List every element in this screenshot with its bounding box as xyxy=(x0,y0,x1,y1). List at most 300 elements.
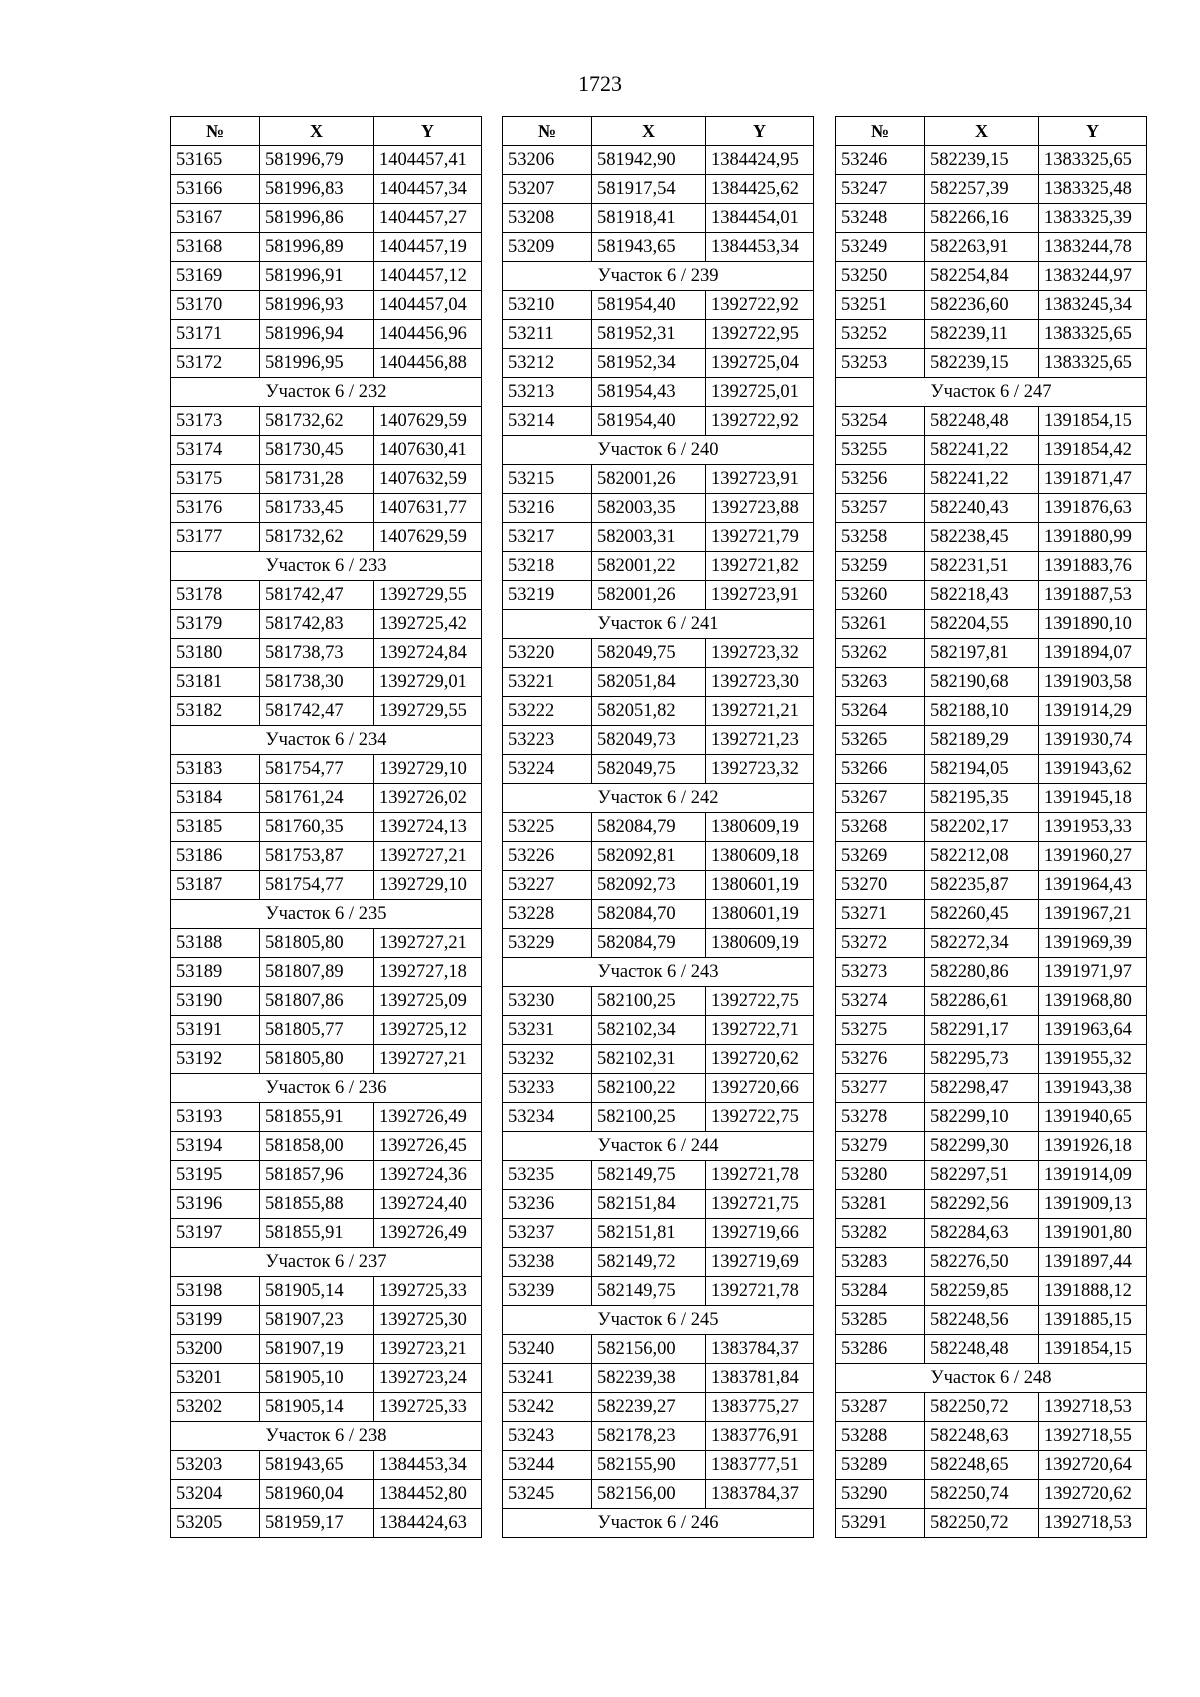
header-y: Y xyxy=(374,117,482,146)
point-number-cell: 53169 xyxy=(171,262,260,291)
point-number-cell: 53213 xyxy=(503,378,592,407)
section-row xyxy=(503,610,814,639)
table-row xyxy=(503,842,814,871)
y-coordinate-cell: 1392721,82 xyxy=(706,552,814,581)
section-title: Участок 6 / 242 xyxy=(503,784,814,813)
header-y: Y xyxy=(1039,117,1147,146)
x-coordinate-cell: 581807,86 xyxy=(260,987,374,1016)
table-row xyxy=(836,697,1147,726)
table-row xyxy=(836,320,1147,349)
table-row xyxy=(171,842,482,871)
table-row xyxy=(171,262,482,291)
x-coordinate-cell: 582084,70 xyxy=(592,900,706,929)
table-row xyxy=(836,639,1147,668)
point-number-cell: 53178 xyxy=(171,581,260,610)
table-row xyxy=(171,1277,482,1306)
table-row xyxy=(836,1480,1147,1509)
x-coordinate-cell: 582003,35 xyxy=(592,494,706,523)
table-row xyxy=(836,987,1147,1016)
point-number-cell: 53189 xyxy=(171,958,260,987)
header-y: Y xyxy=(706,117,814,146)
table-row xyxy=(836,1045,1147,1074)
table-row xyxy=(836,610,1147,639)
table-row xyxy=(503,726,814,755)
y-coordinate-cell: 1391963,64 xyxy=(1039,1016,1147,1045)
y-coordinate-cell: 1392722,75 xyxy=(706,987,814,1016)
coordinates-table-3 xyxy=(835,116,1147,1538)
x-coordinate-cell: 582250,72 xyxy=(925,1509,1039,1538)
y-coordinate-cell: 1391960,27 xyxy=(1039,842,1147,871)
table-row xyxy=(503,1103,814,1132)
y-coordinate-cell: 1380609,19 xyxy=(706,813,814,842)
point-number-cell: 53220 xyxy=(503,639,592,668)
x-coordinate-cell: 581952,31 xyxy=(592,320,706,349)
table-row xyxy=(171,987,482,1016)
point-number-cell: 53225 xyxy=(503,813,592,842)
table-row xyxy=(171,697,482,726)
x-coordinate-cell: 582102,34 xyxy=(592,1016,706,1045)
table-row xyxy=(503,1393,814,1422)
y-coordinate-cell: 1391894,07 xyxy=(1039,639,1147,668)
table-row xyxy=(836,1509,1147,1538)
y-coordinate-cell: 1392723,24 xyxy=(374,1364,482,1393)
point-number-cell: 53288 xyxy=(836,1422,925,1451)
table-row xyxy=(171,1509,482,1538)
y-coordinate-cell: 1392725,33 xyxy=(374,1277,482,1306)
table-row xyxy=(836,262,1147,291)
x-coordinate-cell: 582239,38 xyxy=(592,1364,706,1393)
x-coordinate-cell: 582239,15 xyxy=(925,146,1039,175)
x-coordinate-cell: 581754,77 xyxy=(260,871,374,900)
y-coordinate-cell: 1384453,34 xyxy=(706,233,814,262)
y-coordinate-cell: 1384424,95 xyxy=(706,146,814,175)
y-coordinate-cell: 1392727,21 xyxy=(374,1045,482,1074)
y-coordinate-cell: 1383784,37 xyxy=(706,1480,814,1509)
point-number-cell: 53246 xyxy=(836,146,925,175)
y-coordinate-cell: 1392723,91 xyxy=(706,465,814,494)
y-coordinate-cell: 1392723,30 xyxy=(706,668,814,697)
x-coordinate-cell: 581952,34 xyxy=(592,349,706,378)
x-coordinate-cell: 582241,22 xyxy=(925,465,1039,494)
y-coordinate-cell: 1392729,55 xyxy=(374,581,482,610)
table-row xyxy=(171,204,482,233)
y-coordinate-cell: 1391955,32 xyxy=(1039,1045,1147,1074)
point-number-cell: 53279 xyxy=(836,1132,925,1161)
point-number-cell: 53226 xyxy=(503,842,592,871)
table-row xyxy=(836,1103,1147,1132)
x-coordinate-cell: 581954,40 xyxy=(592,407,706,436)
table-row xyxy=(836,929,1147,958)
x-coordinate-cell: 581996,91 xyxy=(260,262,374,291)
x-coordinate-cell: 582001,22 xyxy=(592,552,706,581)
point-number-cell: 53230 xyxy=(503,987,592,1016)
x-coordinate-cell: 582248,65 xyxy=(925,1451,1039,1480)
point-number-cell: 53264 xyxy=(836,697,925,726)
point-number-cell: 53168 xyxy=(171,233,260,262)
x-coordinate-cell: 581858,00 xyxy=(260,1132,374,1161)
y-coordinate-cell: 1391890,10 xyxy=(1039,610,1147,639)
section-title: Участок 6 / 232 xyxy=(171,378,482,407)
x-coordinate-cell: 581805,80 xyxy=(260,929,374,958)
header-number: № xyxy=(836,117,925,146)
x-coordinate-cell: 582280,86 xyxy=(925,958,1039,987)
table-row xyxy=(503,465,814,494)
x-coordinate-cell: 582248,56 xyxy=(925,1306,1039,1335)
point-number-cell: 53240 xyxy=(503,1335,592,1364)
point-number-cell: 53277 xyxy=(836,1074,925,1103)
section-title: Участок 6 / 240 xyxy=(503,436,814,465)
y-coordinate-cell: 1384425,62 xyxy=(706,175,814,204)
section-row xyxy=(836,378,1147,407)
header-x: X xyxy=(592,117,706,146)
table-row xyxy=(171,523,482,552)
point-number-cell: 53204 xyxy=(171,1480,260,1509)
table-row xyxy=(503,900,814,929)
x-coordinate-cell: 582239,27 xyxy=(592,1393,706,1422)
y-coordinate-cell: 1383244,97 xyxy=(1039,262,1147,291)
y-coordinate-cell: 1391953,33 xyxy=(1039,813,1147,842)
x-coordinate-cell: 581954,40 xyxy=(592,291,706,320)
x-coordinate-cell: 581905,10 xyxy=(260,1364,374,1393)
y-coordinate-cell: 1391968,80 xyxy=(1039,987,1147,1016)
x-coordinate-cell: 581918,41 xyxy=(592,204,706,233)
table-row xyxy=(503,1190,814,1219)
y-coordinate-cell: 1391887,53 xyxy=(1039,581,1147,610)
x-coordinate-cell: 582299,10 xyxy=(925,1103,1039,1132)
x-coordinate-cell: 582292,56 xyxy=(925,1190,1039,1219)
point-number-cell: 53165 xyxy=(171,146,260,175)
point-number-cell: 53242 xyxy=(503,1393,592,1422)
x-coordinate-cell: 582263,91 xyxy=(925,233,1039,262)
table-row xyxy=(171,494,482,523)
point-number-cell: 53219 xyxy=(503,581,592,610)
table-row xyxy=(171,784,482,813)
point-number-cell: 53183 xyxy=(171,755,260,784)
y-coordinate-cell: 1392725,30 xyxy=(374,1306,482,1335)
y-coordinate-cell: 1392721,78 xyxy=(706,1161,814,1190)
point-number-cell: 53182 xyxy=(171,697,260,726)
table-row xyxy=(171,233,482,262)
x-coordinate-cell: 582231,51 xyxy=(925,552,1039,581)
x-coordinate-cell: 581996,95 xyxy=(260,349,374,378)
y-coordinate-cell: 1391914,09 xyxy=(1039,1161,1147,1190)
point-number-cell: 53231 xyxy=(503,1016,592,1045)
y-coordinate-cell: 1392718,55 xyxy=(1039,1422,1147,1451)
y-coordinate-cell: 1404456,96 xyxy=(374,320,482,349)
table-row xyxy=(171,1132,482,1161)
x-coordinate-cell: 582248,63 xyxy=(925,1422,1039,1451)
point-number-cell: 53221 xyxy=(503,668,592,697)
x-coordinate-cell: 581742,47 xyxy=(260,697,374,726)
y-coordinate-cell: 1391880,99 xyxy=(1039,523,1147,552)
section-row xyxy=(171,726,482,755)
point-number-cell: 53267 xyxy=(836,784,925,813)
x-coordinate-cell: 582236,60 xyxy=(925,291,1039,320)
point-number-cell: 53283 xyxy=(836,1248,925,1277)
header-number: № xyxy=(503,117,592,146)
point-number-cell: 53247 xyxy=(836,175,925,204)
x-coordinate-cell: 582259,85 xyxy=(925,1277,1039,1306)
point-number-cell: 53175 xyxy=(171,465,260,494)
table-header-row xyxy=(171,117,482,146)
y-coordinate-cell: 1392726,45 xyxy=(374,1132,482,1161)
x-coordinate-cell: 581996,94 xyxy=(260,320,374,349)
x-coordinate-cell: 581761,24 xyxy=(260,784,374,813)
point-number-cell: 53212 xyxy=(503,349,592,378)
point-number-cell: 53222 xyxy=(503,697,592,726)
point-number-cell: 53206 xyxy=(503,146,592,175)
y-coordinate-cell: 1383325,48 xyxy=(1039,175,1147,204)
point-number-cell: 53194 xyxy=(171,1132,260,1161)
y-coordinate-cell: 1404457,04 xyxy=(374,291,482,320)
x-coordinate-cell: 582299,30 xyxy=(925,1132,1039,1161)
point-number-cell: 53170 xyxy=(171,291,260,320)
y-coordinate-cell: 1383325,65 xyxy=(1039,320,1147,349)
y-coordinate-cell: 1392726,49 xyxy=(374,1219,482,1248)
table-row xyxy=(503,233,814,262)
point-number-cell: 53229 xyxy=(503,929,592,958)
table-row xyxy=(171,1103,482,1132)
table-row xyxy=(836,494,1147,523)
point-number-cell: 53214 xyxy=(503,407,592,436)
table-row xyxy=(503,146,814,175)
y-coordinate-cell: 1392722,95 xyxy=(706,320,814,349)
point-number-cell: 53179 xyxy=(171,610,260,639)
x-coordinate-cell: 581805,77 xyxy=(260,1016,374,1045)
y-coordinate-cell: 1392729,10 xyxy=(374,755,482,784)
section-row xyxy=(171,900,482,929)
x-coordinate-cell: 581996,93 xyxy=(260,291,374,320)
point-number-cell: 53286 xyxy=(836,1335,925,1364)
y-coordinate-cell: 1407630,41 xyxy=(374,436,482,465)
point-number-cell: 53167 xyxy=(171,204,260,233)
point-number-cell: 53171 xyxy=(171,320,260,349)
x-coordinate-cell: 581760,35 xyxy=(260,813,374,842)
table-row xyxy=(503,291,814,320)
table-row xyxy=(503,494,814,523)
section-row xyxy=(171,552,482,581)
table-row xyxy=(503,755,814,784)
x-coordinate-cell: 582051,82 xyxy=(592,697,706,726)
table-row xyxy=(503,1219,814,1248)
point-number-cell: 53235 xyxy=(503,1161,592,1190)
y-coordinate-cell: 1383325,39 xyxy=(1039,204,1147,233)
x-coordinate-cell: 581738,30 xyxy=(260,668,374,697)
point-number-cell: 53256 xyxy=(836,465,925,494)
coordinates-table-1 xyxy=(170,116,482,1538)
y-coordinate-cell: 1392720,62 xyxy=(706,1045,814,1074)
point-number-cell: 53207 xyxy=(503,175,592,204)
section-row xyxy=(503,1132,814,1161)
y-coordinate-cell: 1392718,53 xyxy=(1039,1393,1147,1422)
point-number-cell: 53272 xyxy=(836,929,925,958)
table-row xyxy=(836,1219,1147,1248)
table-row xyxy=(171,929,482,958)
x-coordinate-cell: 582235,87 xyxy=(925,871,1039,900)
y-coordinate-cell: 1391883,76 xyxy=(1039,552,1147,581)
table-row xyxy=(171,320,482,349)
x-coordinate-cell: 581996,79 xyxy=(260,146,374,175)
x-coordinate-cell: 581731,28 xyxy=(260,465,374,494)
table-row xyxy=(836,726,1147,755)
y-coordinate-cell: 1383775,27 xyxy=(706,1393,814,1422)
x-coordinate-cell: 582257,39 xyxy=(925,175,1039,204)
y-coordinate-cell: 1391943,62 xyxy=(1039,755,1147,784)
y-coordinate-cell: 1383777,51 xyxy=(706,1451,814,1480)
table-row xyxy=(171,1219,482,1248)
y-coordinate-cell: 1392720,66 xyxy=(706,1074,814,1103)
x-coordinate-cell: 581857,96 xyxy=(260,1161,374,1190)
table-row xyxy=(171,291,482,320)
table-row xyxy=(836,871,1147,900)
section-title: Участок 6 / 247 xyxy=(836,378,1147,407)
point-number-cell: 53209 xyxy=(503,233,592,262)
y-coordinate-cell: 1392724,36 xyxy=(374,1161,482,1190)
x-coordinate-cell: 582254,84 xyxy=(925,262,1039,291)
y-coordinate-cell: 1392725,01 xyxy=(706,378,814,407)
point-number-cell: 53186 xyxy=(171,842,260,871)
y-coordinate-cell: 1392729,01 xyxy=(374,668,482,697)
x-coordinate-cell: 581732,62 xyxy=(260,523,374,552)
y-coordinate-cell: 1392722,92 xyxy=(706,291,814,320)
table-row xyxy=(171,755,482,784)
coordinates-table-2 xyxy=(502,116,814,1538)
x-coordinate-cell: 581855,91 xyxy=(260,1219,374,1248)
point-number-cell: 53249 xyxy=(836,233,925,262)
table-row xyxy=(836,436,1147,465)
x-coordinate-cell: 582049,75 xyxy=(592,755,706,784)
point-number-cell: 53289 xyxy=(836,1451,925,1480)
table-row xyxy=(503,1480,814,1509)
table-row xyxy=(836,204,1147,233)
y-coordinate-cell: 1392727,21 xyxy=(374,842,482,871)
table-row xyxy=(836,523,1147,552)
y-coordinate-cell: 1392721,23 xyxy=(706,726,814,755)
table-row xyxy=(503,1161,814,1190)
section-title: Участок 6 / 243 xyxy=(503,958,814,987)
section-row xyxy=(503,784,814,813)
point-number-cell: 53193 xyxy=(171,1103,260,1132)
section-title: Участок 6 / 245 xyxy=(503,1306,814,1335)
point-number-cell: 53269 xyxy=(836,842,925,871)
point-number-cell: 53199 xyxy=(171,1306,260,1335)
y-coordinate-cell: 1391969,39 xyxy=(1039,929,1147,958)
x-coordinate-cell: 582092,73 xyxy=(592,871,706,900)
point-number-cell: 53261 xyxy=(836,610,925,639)
x-coordinate-cell: 582194,05 xyxy=(925,755,1039,784)
point-number-cell: 53203 xyxy=(171,1451,260,1480)
x-coordinate-cell: 581996,89 xyxy=(260,233,374,262)
header-x: X xyxy=(260,117,374,146)
table-row xyxy=(836,407,1147,436)
point-number-cell: 53192 xyxy=(171,1045,260,1074)
table-row xyxy=(836,581,1147,610)
table-row xyxy=(836,291,1147,320)
point-number-cell: 53254 xyxy=(836,407,925,436)
x-coordinate-cell: 582155,90 xyxy=(592,1451,706,1480)
x-coordinate-cell: 582291,17 xyxy=(925,1016,1039,1045)
y-coordinate-cell: 1392725,12 xyxy=(374,1016,482,1045)
section-row xyxy=(503,1306,814,1335)
point-number-cell: 53166 xyxy=(171,175,260,204)
point-number-cell: 53187 xyxy=(171,871,260,900)
point-number-cell: 53202 xyxy=(171,1393,260,1422)
point-number-cell: 53281 xyxy=(836,1190,925,1219)
x-coordinate-cell: 582189,29 xyxy=(925,726,1039,755)
point-number-cell: 53234 xyxy=(503,1103,592,1132)
point-number-cell: 53237 xyxy=(503,1219,592,1248)
y-coordinate-cell: 1407629,59 xyxy=(374,523,482,552)
x-coordinate-cell: 582051,84 xyxy=(592,668,706,697)
table-row xyxy=(836,1335,1147,1364)
y-coordinate-cell: 1384424,63 xyxy=(374,1509,482,1538)
point-number-cell: 53181 xyxy=(171,668,260,697)
table-row xyxy=(503,1422,814,1451)
y-coordinate-cell: 1380601,19 xyxy=(706,871,814,900)
point-number-cell: 53210 xyxy=(503,291,592,320)
x-coordinate-cell: 582295,73 xyxy=(925,1045,1039,1074)
table-row xyxy=(171,1306,482,1335)
point-number-cell: 53215 xyxy=(503,465,592,494)
table-row xyxy=(171,871,482,900)
x-coordinate-cell: 582188,10 xyxy=(925,697,1039,726)
y-coordinate-cell: 1391854,15 xyxy=(1039,1335,1147,1364)
x-coordinate-cell: 582149,75 xyxy=(592,1161,706,1190)
point-number-cell: 53291 xyxy=(836,1509,925,1538)
x-coordinate-cell: 582049,73 xyxy=(592,726,706,755)
point-number-cell: 53233 xyxy=(503,1074,592,1103)
x-coordinate-cell: 581943,65 xyxy=(592,233,706,262)
table-row xyxy=(836,1248,1147,1277)
table-header-row xyxy=(503,117,814,146)
table-row xyxy=(503,1248,814,1277)
x-coordinate-cell: 582241,22 xyxy=(925,436,1039,465)
point-number-cell: 53172 xyxy=(171,349,260,378)
table-row xyxy=(503,1335,814,1364)
point-number-cell: 53244 xyxy=(503,1451,592,1480)
table-row xyxy=(503,349,814,378)
point-number-cell: 53290 xyxy=(836,1480,925,1509)
y-coordinate-cell: 1391854,42 xyxy=(1039,436,1147,465)
y-coordinate-cell: 1384454,01 xyxy=(706,204,814,233)
x-coordinate-cell: 582084,79 xyxy=(592,929,706,958)
y-coordinate-cell: 1380609,19 xyxy=(706,929,814,958)
x-coordinate-cell: 582250,74 xyxy=(925,1480,1039,1509)
x-coordinate-cell: 581730,45 xyxy=(260,436,374,465)
x-coordinate-cell: 582092,81 xyxy=(592,842,706,871)
table-row xyxy=(503,697,814,726)
section-row xyxy=(503,958,814,987)
point-number-cell: 53250 xyxy=(836,262,925,291)
table-row xyxy=(503,929,814,958)
x-coordinate-cell: 581855,88 xyxy=(260,1190,374,1219)
x-coordinate-cell: 582049,75 xyxy=(592,639,706,668)
y-coordinate-cell: 1404457,12 xyxy=(374,262,482,291)
table-row xyxy=(171,175,482,204)
y-coordinate-cell: 1392726,49 xyxy=(374,1103,482,1132)
table-row xyxy=(836,1074,1147,1103)
x-coordinate-cell: 582149,75 xyxy=(592,1277,706,1306)
y-coordinate-cell: 1392723,88 xyxy=(706,494,814,523)
table-row xyxy=(836,1393,1147,1422)
section-title: Участок 6 / 248 xyxy=(836,1364,1147,1393)
table-row xyxy=(503,1277,814,1306)
point-number-cell: 53238 xyxy=(503,1248,592,1277)
point-number-cell: 53259 xyxy=(836,552,925,581)
table-row xyxy=(171,436,482,465)
point-number-cell: 53257 xyxy=(836,494,925,523)
x-coordinate-cell: 582202,17 xyxy=(925,813,1039,842)
